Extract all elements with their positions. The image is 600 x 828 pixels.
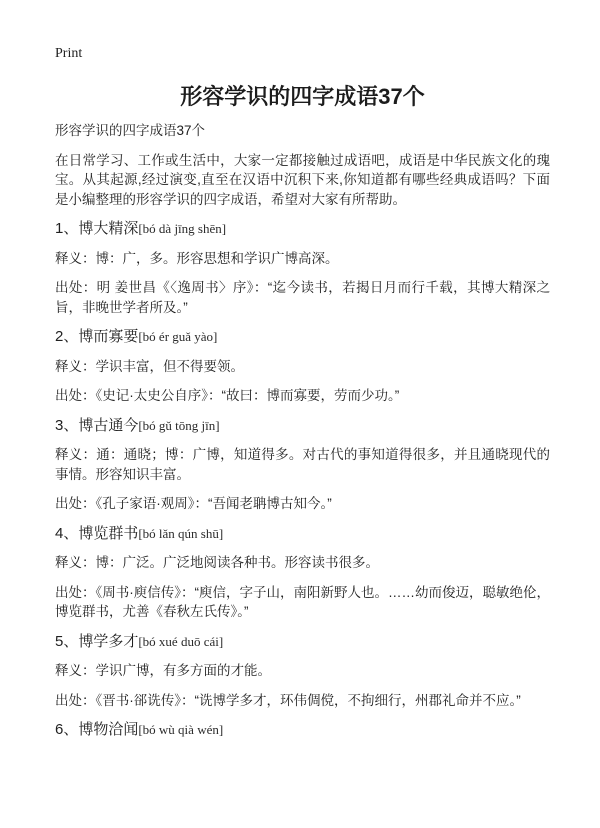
idiom-source: 出处：《孔子家语·观周》：“吾闻老聃博古知今。” bbox=[55, 496, 332, 511]
idiom-source: 出处：《晋书·郤诜传》：“诜博学多才，环伟倜傥，不拘细行，州郡礼命并不应。” bbox=[55, 692, 521, 708]
idiom-definition: 释义：博：广，多。形容思想和学识广博高深。 bbox=[55, 250, 339, 266]
idiom-pinyin: [bó dà jīng shēn] bbox=[138, 221, 227, 236]
idiom-heading bbox=[55, 632, 550, 652]
idiom-block-4 bbox=[55, 524, 550, 622]
idiom-name: 2、博而寡要 bbox=[55, 328, 139, 345]
idiom-pinyin: [bó xué duō cái] bbox=[138, 633, 224, 649]
idiom-name: 3、博古通今 bbox=[55, 416, 139, 434]
idiom-heading bbox=[55, 524, 550, 544]
idiom-name: 1、博大精深 bbox=[55, 220, 139, 237]
idiom-definition: 释义：通：通晓；博：广博，知道得多。对古代的事知道得很多，并且通晓现代的事情。形容知识丰富。 bbox=[55, 447, 550, 482]
idiom-definition: 释义：学识广博，有多方面的才能。 bbox=[55, 663, 271, 678]
idiom-pinyin: [bó wù qià wén] bbox=[138, 722, 224, 737]
idiom-heading bbox=[55, 720, 550, 740]
idiom-block-1 bbox=[55, 219, 550, 317]
idiom-block-2 bbox=[55, 327, 550, 406]
idiom-block-6 bbox=[55, 720, 550, 740]
intro-paragraph: 在日常学习、工作或生活中，大家一定都接触过成语吧，成语是中华民族文化的瑰宝。从其起源,经过演变,直至在汉语中沉积下来,你知道都有哪些经典成语吗？下面是小编整理的形容学识的四字成语，希望对大家有所帮助。 bbox=[55, 152, 550, 207]
idiom-definition: 释义：博：广泛。广泛地阅读各种书。形容读书很多。 bbox=[55, 555, 379, 570]
idiom-name: 5、博学多才 bbox=[55, 632, 139, 650]
page-title: 形容学识的四字成语37个 bbox=[180, 84, 425, 109]
idiom-source: 出处：《史记·太史公自序》：“故曰：博而寡要，劳而少功。” bbox=[55, 388, 400, 403]
idiom-block-5 bbox=[55, 632, 550, 711]
idiom-pinyin: [bó ér guǎ yào] bbox=[138, 329, 218, 344]
idiom-heading bbox=[55, 327, 550, 347]
idiom-source: 出处：明 姜世昌《〈逸周书〉序》：“迄今读书，若揭日月而行千载，其博大精深之旨，非晚世学者所及。” bbox=[55, 280, 550, 315]
print-link[interactable]: Print bbox=[55, 46, 83, 61]
idiom-pinyin: [bó gǔ tōng jīn] bbox=[138, 417, 220, 433]
idiom-name: 4、博览群书 bbox=[55, 524, 139, 542]
idiom-definition: 释义：学识丰富，但不得要领。 bbox=[55, 358, 244, 374]
page-subtitle: 形容学识的四字成语37个 bbox=[55, 123, 206, 138]
idiom-name: 6、博物洽闻 bbox=[55, 721, 139, 738]
idiom-pinyin: [bó lǎn qún shū] bbox=[138, 525, 224, 541]
idiom-source: 出处：《周书·庾信传》：“庾信，字子山，南阳新野人也。……幼而俊迈，聪敏绝伦，博览群书，尤善《春秋左氏传》。” bbox=[55, 584, 550, 619]
idiom-heading bbox=[55, 219, 550, 239]
idiom-heading bbox=[55, 416, 550, 436]
idiom-block-3 bbox=[55, 416, 550, 514]
